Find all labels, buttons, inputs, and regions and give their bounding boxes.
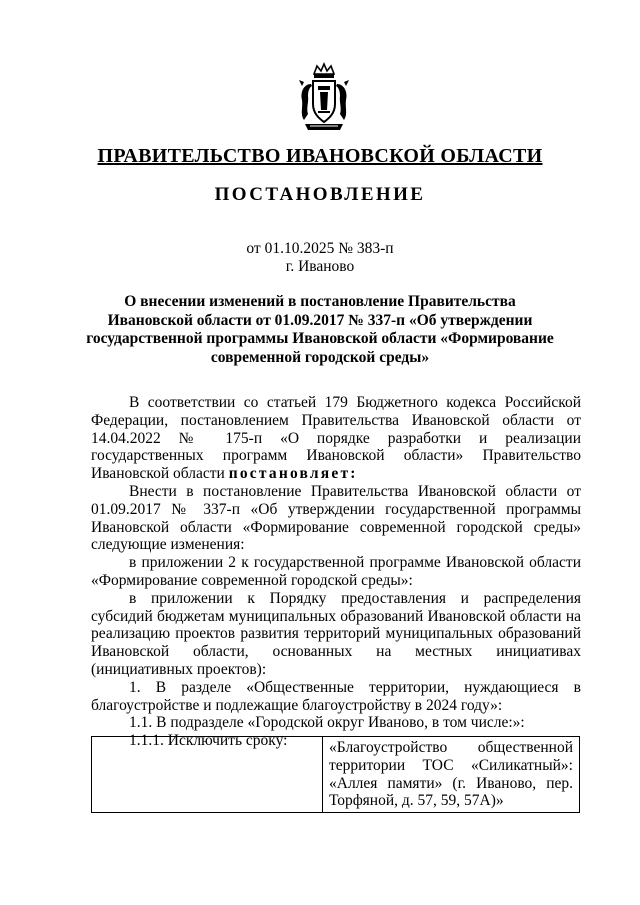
government-title: ПРАВИТЕЛЬСТВО ИВАНОВСКОЙ ОБЛАСТИ <box>97 145 543 167</box>
paragraph: 1.1.1. Исключить сроку: <box>129 732 288 750</box>
city: г. Иваново <box>285 258 355 275</box>
subject-line: государственной программы Ивановской области «Формирование <box>86 330 554 347</box>
paragraph-preamble <box>91 394 581 483</box>
excluded-row-table <box>91 736 580 813</box>
paragraph: 1.1. В подразделе «Городской округ Иваново, в том числе:»: <box>129 714 525 732</box>
table-row <box>92 737 580 813</box>
date-number: от 01.10.2025 № 383-п <box>246 240 394 257</box>
coat-of-arms-icon <box>296 62 352 134</box>
subject-line: О внесении изменений в постановление Правительства <box>124 293 516 310</box>
paragraph: в приложении 2 к государственной программе Ивановской области «Формирование современной городской среды»: <box>91 554 581 589</box>
document-type: ПОСТАНОВЛЕНИЕ <box>214 184 426 205</box>
paragraph: Внести в постановление Правительства Ивановской области от 01.09.2017 № 337-п «Об утверждении государственной программы Ивановской области «Формирование современной городской среды» следующие изменения: <box>91 482 581 554</box>
document-body <box>91 394 581 750</box>
date-block <box>0 240 640 276</box>
paragraph: 1. В разделе «Общественные территории, нуждающиеся в благоустройстве и подлежащие благоустройству в 2024 году»: <box>91 678 581 714</box>
paragraph: в приложении к Порядку предоставления и распределения субсидий бюджетам муниципальных образований Ивановской области на реализацию проектов развития территорий муниципальных образований Ивановской области, основанных на местных инициативах (инициативных проектов): <box>91 589 581 678</box>
document-subject <box>0 293 640 367</box>
table-cell-empty <box>92 737 323 813</box>
resolves-word: постановляет: <box>228 465 358 483</box>
table-cell-project: «Благоустройство общественной территории ТОС «Силикатный»: «Аллея памяти» (г. Иваново, пер. Торфяной, д. 57, 59, 57А)» <box>323 737 580 813</box>
subject-line: современной городской среды» <box>210 348 430 366</box>
preamble-text: В соответствии со статьей 179 Бюджетного кодекса Российской Федерации, постановлением Правительства Ивановской области от 14.04.2022 № 175-п «О порядке разработки и реализации государственных программ Ивановской области» Правительство Ивановской области <box>91 394 581 483</box>
subject-line: Ивановской области от 01.09.2017 № 337-п «Об утверждении <box>107 311 533 329</box>
